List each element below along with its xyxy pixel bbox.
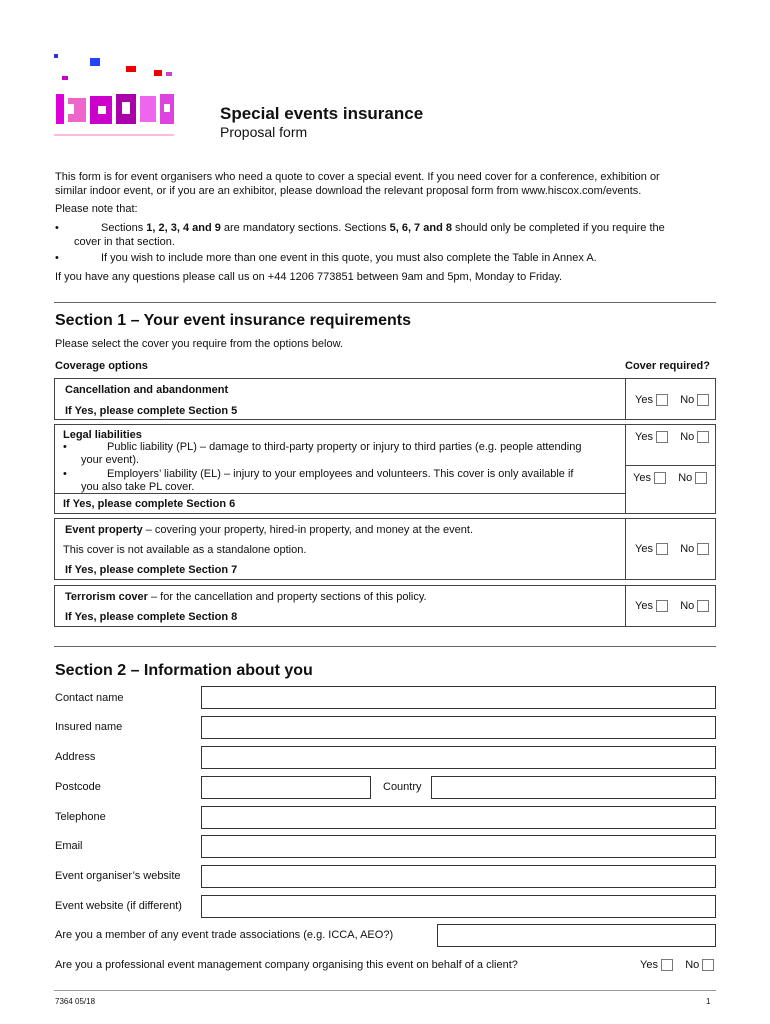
yes-no-choice: Yes No bbox=[635, 394, 709, 406]
coverage-row-cancellation bbox=[54, 378, 716, 420]
email-label: Email bbox=[55, 840, 83, 852]
row-note: If Yes, please complete Section 5 bbox=[65, 405, 238, 417]
row-title: Cancellation and abandonment bbox=[65, 384, 229, 396]
yes-checkbox[interactable] bbox=[656, 394, 668, 406]
intro-line-1: This form is for event organisers who need a quote to cover a special event. If you need cover for a conference, exhibition or bbox=[55, 171, 660, 183]
professional-company-label: Are you a professional event management company organising this event on behalf of a client? bbox=[55, 959, 518, 971]
country-label: Country bbox=[383, 781, 422, 793]
pl-bullet: • Public liability (PL) – damage to third-party property or injury to third parties (e.g. people attending your event). bbox=[63, 441, 582, 466]
section2-heading: Section 2 – Information about you bbox=[55, 662, 313, 679]
please-note: Please note that: bbox=[55, 203, 138, 215]
page-number: 1 bbox=[706, 997, 711, 1006]
form-title: Special events insurance bbox=[220, 104, 424, 123]
professional-yes-checkbox[interactable] bbox=[661, 959, 673, 971]
address-label: Address bbox=[55, 751, 96, 763]
event-website-field[interactable] bbox=[201, 895, 716, 918]
pl-yes-checkbox[interactable] bbox=[656, 431, 668, 443]
trade-assoc-field[interactable] bbox=[437, 924, 716, 947]
bullet-mandatory: • Sections 1, 2, 3, 4 and 9 are mandatory sections. Sections 5, 6, 7 and 8 should only be completed if you require the cover in that section. bbox=[55, 222, 665, 248]
pl-no-checkbox[interactable] bbox=[697, 431, 709, 443]
telephone-field[interactable] bbox=[201, 806, 716, 829]
postcode-label: Postcode bbox=[55, 781, 101, 793]
intro-paragraph bbox=[55, 170, 660, 198]
organiser-website-field[interactable] bbox=[201, 865, 716, 888]
yes-no-choice: Yes No bbox=[635, 543, 709, 555]
coverage-options-header: Coverage options bbox=[55, 360, 148, 372]
form-code: 7364 05/18 bbox=[55, 997, 96, 1006]
yes-checkbox[interactable] bbox=[656, 543, 668, 555]
no-checkbox[interactable] bbox=[697, 543, 709, 555]
insured-name-field[interactable] bbox=[201, 716, 716, 739]
row-desc: This cover is not available as a standalone option. bbox=[63, 544, 307, 556]
country-field[interactable] bbox=[431, 776, 716, 799]
el-bullet: • Employers’ liability (EL) – injury to your employees and volunteers. This cover is only available if you also take PL cover. bbox=[63, 468, 574, 493]
company-logo bbox=[54, 52, 176, 138]
coverage-row-event-property bbox=[54, 518, 716, 580]
event-website-label: Event website (if different) bbox=[55, 900, 182, 912]
coverage-row-legal-liabilities bbox=[54, 424, 716, 514]
contact-name-field[interactable] bbox=[201, 686, 716, 709]
el-no-checkbox[interactable] bbox=[695, 472, 707, 484]
el-yes-checkbox[interactable] bbox=[654, 472, 666, 484]
divider bbox=[54, 302, 716, 303]
row-note: If Yes, please complete Section 6 bbox=[63, 498, 236, 510]
no-checkbox[interactable] bbox=[697, 394, 709, 406]
questions-contact: If you have any questions please call us on +44 1206 773851 between 9am and 5pm, Monday to Friday. bbox=[55, 271, 563, 283]
no-checkbox[interactable] bbox=[697, 600, 709, 612]
yes-no-choice: Yes No bbox=[635, 600, 709, 612]
pl-yes-no: Yes No bbox=[635, 431, 709, 443]
el-yes-no: Yes No bbox=[633, 472, 707, 484]
row-note: If Yes, please complete Section 8 bbox=[65, 611, 238, 623]
section1-heading: Section 1 – Your event insurance requirements bbox=[55, 312, 411, 329]
postcode-field[interactable] bbox=[201, 776, 371, 799]
row-note: If Yes, please complete Section 7 bbox=[65, 564, 238, 576]
address-field[interactable] bbox=[201, 746, 716, 769]
coverage-row-terrorism bbox=[54, 585, 716, 627]
professional-yes-no: Yes No bbox=[640, 959, 714, 971]
contact-name-label: Contact name bbox=[55, 692, 124, 704]
telephone-label: Telephone bbox=[55, 811, 106, 823]
divider bbox=[54, 646, 716, 647]
trade-assoc-label: Are you a member of any event trade associations (e.g. ICCA, AEO?) bbox=[55, 929, 394, 941]
row-title: Legal liabilities bbox=[63, 429, 142, 441]
row-title: Terrorism cover – for the cancellation and property sections of this policy. bbox=[65, 591, 427, 603]
yes-checkbox[interactable] bbox=[656, 600, 668, 612]
row-title: Event property – covering your property, hired-in property, and money at the event. bbox=[65, 524, 474, 536]
cover-required-header: Cover required? bbox=[625, 360, 710, 372]
professional-no-checkbox[interactable] bbox=[702, 959, 714, 971]
section1-instruction: Please select the cover you require from the options below. bbox=[55, 338, 343, 350]
bullet-annex: • If you wish to include more than one event in this quote, you must also complete the Table in Annex A. bbox=[55, 252, 597, 264]
email-field[interactable] bbox=[201, 835, 716, 858]
organiser-website-label: Event organiser’s website bbox=[55, 870, 181, 882]
intro-line-2: similar indoor event, or if you are an exhibitor, please download the relevant proposal form from www.hiscox.com/events. bbox=[55, 185, 642, 197]
form-subtitle: Proposal form bbox=[220, 124, 308, 140]
footer-divider bbox=[54, 990, 716, 991]
insured-name-label: Insured name bbox=[55, 721, 123, 733]
